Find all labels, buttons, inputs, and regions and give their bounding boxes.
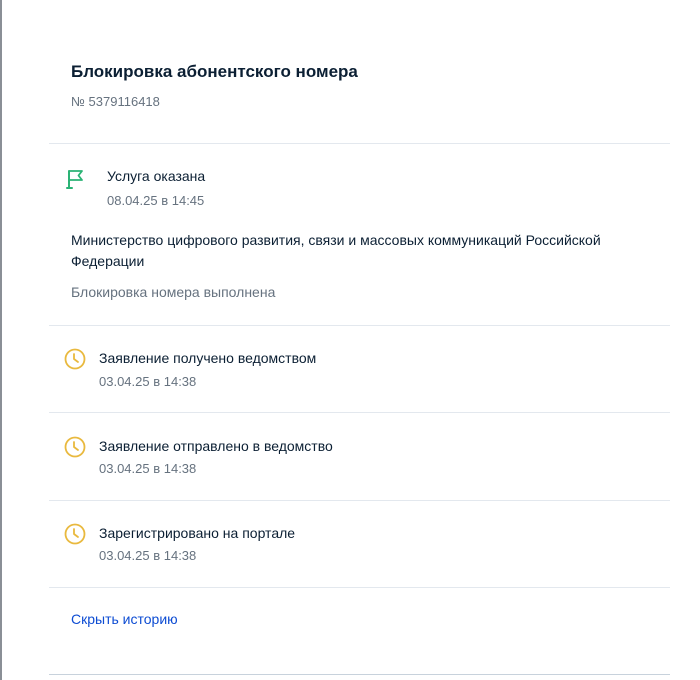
divider [49,587,670,588]
history-label: Зарегистрировано на портале [99,525,296,541]
window-left-border [0,0,2,680]
divider [49,412,670,413]
order-number: № 5379116418 [71,94,160,109]
status-label: Услуга оказана [107,168,206,184]
clock-icon [63,435,87,459]
divider [49,325,670,326]
divider [49,500,670,501]
history-date: 03.04.25 в 14:38 [99,374,197,389]
status-result: Блокировка номера выполнена [71,284,276,300]
clock-icon [63,522,87,546]
history-label: Заявление получено ведомством [99,350,317,366]
clock-icon [63,347,87,371]
divider [49,674,670,675]
order-header [71,60,358,110]
agency-name: Министерство цифрового развития, связи и массовых коммуникаций Российской Федерации [71,232,601,269]
order-card [49,0,670,680]
order-title: Блокировка абонентского номера [71,62,358,81]
history-date: 03.04.25 в 14:38 [99,461,197,476]
history-label: Заявление отправлено в ведомство [99,438,333,454]
history-date: 03.04.25 в 14:38 [99,548,197,563]
hide-history-link[interactable]: Скрыть историю [71,611,178,627]
divider [49,143,670,144]
flag-icon [63,167,87,191]
status-date: 08.04.25 в 14:45 [107,193,205,208]
